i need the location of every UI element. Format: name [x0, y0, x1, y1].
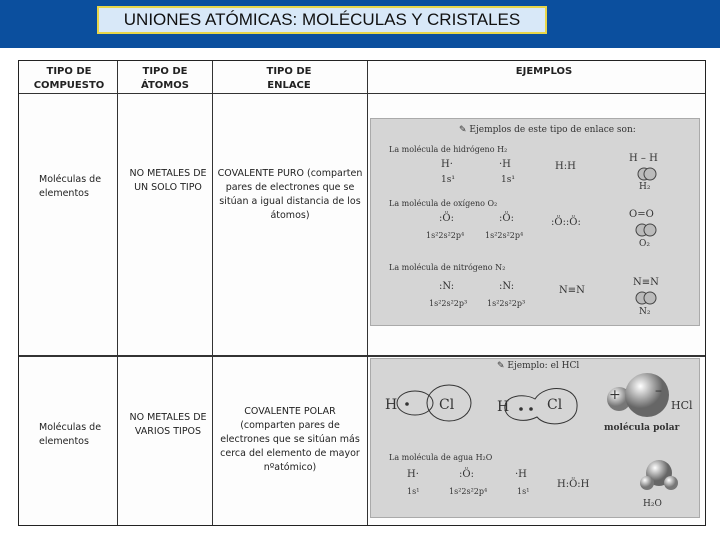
o2-atom2: :Ö:: [499, 213, 514, 224]
n2-atom1: :N:: [439, 281, 455, 292]
n2-orbital-icon: [635, 291, 657, 305]
hcl-formula: HCl: [671, 399, 693, 412]
row1-atomos: NO METALES DE UN SOLO TIPO: [129, 168, 207, 193]
h2o-config2: 1s²2s²2p⁴: [449, 487, 488, 496]
o2-config1: 1s²2s²2p⁴: [426, 231, 465, 240]
row2-compuesto: Moléculas de elementos: [39, 422, 102, 447]
h2o-config3: 1s¹: [517, 487, 530, 496]
polar-caption: molécula polar: [604, 423, 680, 433]
header-enlace: TIPO DE ENLACE: [266, 66, 312, 91]
col-divider: [367, 61, 368, 525]
n2-atom2: :N:: [499, 281, 515, 292]
n2-config2: 1s²2s²2p³: [487, 299, 526, 308]
examples-panel-covalent-polar: [370, 358, 700, 518]
h2-formula: H₂: [639, 182, 651, 192]
n2-bond: N≡N: [559, 285, 585, 296]
h2-config1: 1s¹: [441, 175, 455, 185]
row1-compuesto: Moléculas de elementos: [39, 174, 102, 199]
hcl-bonded-h: H: [497, 399, 510, 415]
h2-lewis: H – H: [629, 153, 658, 164]
polar-plus: +: [609, 387, 621, 403]
o2-bond: :Ö::Ö:: [551, 217, 581, 228]
row2-atomos: NO METALES DE VARIOS TIPOS: [129, 412, 207, 437]
h2-config2: 1s¹: [501, 175, 515, 185]
h2o-bond: H:Ö:H: [557, 479, 590, 490]
h2o-formula: H₂O: [643, 499, 662, 509]
n2-label: La molécula de nitrógeno N₂: [389, 263, 506, 272]
h2-atom1: H·: [441, 159, 453, 170]
h2-bond: H:H: [555, 161, 576, 172]
polar-minus: –: [655, 383, 662, 399]
o2-label: La molécula de oxígeno O₂: [389, 199, 498, 208]
header-ejemplos: EJEMPLOS: [515, 66, 573, 77]
n2-formula: N₂: [639, 307, 651, 317]
col-divider: [117, 61, 118, 525]
hcl-h-atom: H: [385, 397, 398, 413]
hcl-bonded-cl: Cl: [547, 397, 563, 413]
o2-formula: O₂: [639, 239, 650, 249]
water-molecule-icon: [639, 457, 679, 495]
h2o-atom1: H·: [407, 469, 419, 480]
hcl-cl-atom: Cl: [439, 397, 455, 413]
slide-title: UNIONES ATÓMICAS: MOLÉCULAS Y CRISTALES: [97, 6, 547, 34]
o2-config2: 1s²2s²2p⁴: [485, 231, 524, 240]
hcl-separate-atoms-icon: [393, 383, 473, 423]
n2-config1: 1s²2s²2p³: [429, 299, 468, 308]
o2-orbital-icon: [635, 223, 657, 237]
row2-enlace: COVALENTE POLAR (comparten pares de electrones que se sitúan más cerca del elemento de mayor nºatómico): [220, 406, 360, 473]
header-divider: [19, 93, 705, 94]
o2-lewis: O=O: [629, 209, 654, 220]
h2-atom2: ·H: [499, 159, 511, 170]
ex1-title: ✎ Ejemplos de este tipo de enlace son:: [459, 125, 636, 135]
col-divider: [212, 61, 213, 525]
h2-label: La molécula de hidrógeno H₂: [389, 145, 508, 154]
examples-panel-covalent-pure: [370, 118, 700, 326]
row-divider: [19, 355, 705, 357]
h2o-config1: 1s¹: [407, 487, 420, 496]
h2o-label: La molécula de agua H₂O: [389, 453, 493, 462]
ex2-title: ✎ Ejemplo: el HCl: [497, 361, 580, 371]
h2-orbital-icon: [637, 167, 657, 181]
h2o-atom3: ·H: [515, 469, 527, 480]
o2-atom1: :Ö:: [439, 213, 454, 224]
row1-enlace: COVALENTE PURO (comparten pares de electrones que se sitúan a igual distancia de los átomos): [217, 168, 363, 221]
header-compuesto: TIPO DE COMPUESTO: [33, 66, 105, 91]
header-atomos: TIPO DE ÁTOMOS: [141, 66, 189, 91]
n2-lewis: N≡N: [633, 277, 659, 288]
h2o-atom2: :Ö:: [459, 469, 474, 480]
